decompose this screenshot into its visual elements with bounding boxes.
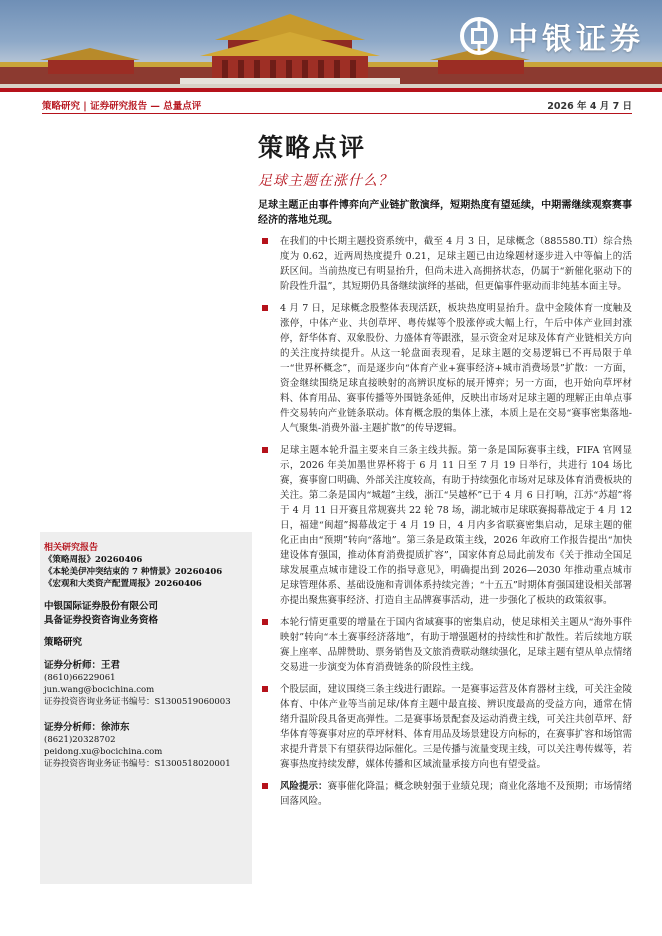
bullet-square-icon: [262, 619, 268, 625]
header-rule: [0, 88, 662, 92]
header-banner: [0, 0, 662, 92]
related-report[interactable]: 《宏观和大类资产配置周报》20260406: [44, 579, 202, 589]
analyst-cert: 证券投资咨询业务证书编号：S1300519060003: [44, 697, 231, 707]
analyst-name: 证券分析师：王君: [44, 660, 121, 671]
brand-name: 中银证券: [508, 22, 644, 57]
company-qualification: 具备证券投资咨询业务资格: [44, 615, 159, 626]
report-date: 2026 年 4 月 7 日: [547, 101, 632, 112]
bullet-square-icon: [262, 238, 268, 244]
analyst-email[interactable]: jun.wang@bocichina.com: [44, 685, 155, 695]
analyst-phone: (8610)66229061: [44, 673, 116, 683]
department: 策略研究: [44, 637, 83, 648]
key-point: 足球主题本轮升温主要来自三条主线共振。第一条是国际赛事主线，FIFA 官网显示，2026 年美加墨世界杯将于 6 月 11 日至 7 月 19 日举行，共进行 104 场比赛，赛事窗口明确、外部关注度较高，有助于持续强化市场对足球及体育消费板块的关注。第二条是国内“城超”主线，浙江“吴越杯”已于 4 月 6 日打响，江苏“苏超”将于 4 月 11 日开赛且常规赛共 22 轮 78 场，湖北城市足球联赛揭幕战定于 4 月 12 日，福建“闽超”揭幕战定于 4 月 19 日，4 月内多省联赛密集启动，足球主题的催化正由由“预期”转向“落地”。第三条是政策主线，2026 年政府工作报告提出“加快建设体育强国，推动体育消费提质扩容”，国家体育总局此前发布《关于推动全国足球发展重点城市建设工作的指导意见》，明确提出到 2026—2030 年推动重点城市足球管理体系、基础设施和青训体系持续完善；“十五五”时期体育强国建设相关部署亦提出聚焦赛事经济、打造自主品牌赛事活动，进一步强化了板块的政策叙事。: [258, 443, 632, 608]
summary-text: 足球主题正由事件博弈向产业链扩散演绎，短期热度有望延续，中期需继续观察赛事经济的落地兑现。: [258, 200, 632, 226]
related-report[interactable]: 《策略周报》20260406: [44, 555, 143, 565]
bullet-square-icon: [262, 783, 268, 789]
key-point: 在我们的中长期主题投资系统中，截至 4 月 3 日，足球概念（885580.TI）综合热度为 0.62，近两周热度提升 0.21，足球主题已由边缘题材逐步进入中等偏上的活跃区间。当前热度已有明显抬升，但尚未进入高拥挤状态，仍属于“新催化驱动下的阶段性升温”，其短期仍具备继续演绎的基础，但更偏事件驱动而非纯基本面主导。: [258, 234, 632, 294]
boc-logo-icon: [460, 17, 498, 55]
sidebar: [40, 532, 252, 884]
key-point: 本轮行情更重要的增量在于国内省域赛事的密集启动，使足球相关主题从“海外事件映射”转向“本土赛事经济落地”，有助于增强题材的持续性和扩散性。若后续地方联赛上座率、品牌赞助、票务销售及文旅消费联动继续强化，足球主题有望从单点情绪交易进一步演变为体育消费链条的阶段性主线。: [258, 615, 632, 675]
report-meta: [42, 96, 632, 112]
key-point: 个股层面，建议围绕三条主线进行跟踪。一是赛事运营及体育器材主线，可关注金陵体育、中体产业等当前足球/体育主题中最直接、辨识度最高的受益方向，通常在情绪升温阶段具备更高弹性。二是赛事场景配套及运动消费主线，可关注共创草坪、舒华体育等赛事对应的草坪材料、体育用品及场景建设方向标的，在赛事扩容和场馆需求提升背景下有望获得边际催化。三是传播与流量变现主线，可以关注粤传媒等，若赛事热度持续发酵，媒体传播和区域流量承接方向也有望受益。: [258, 682, 632, 772]
analyst-phone: (8621)20328702: [44, 735, 116, 745]
bullet-square-icon: [262, 305, 268, 311]
analyst-name: 证券分析师：徐沛东: [44, 722, 130, 733]
report-title: 策略点评: [258, 133, 367, 162]
report-subtitle: 足球主题在涨什么？: [258, 173, 393, 189]
related-report[interactable]: 《本轮美伊冲突结束的 7 种情景》20260406: [44, 567, 223, 577]
risk-warning: 风险提示：赛事催化降温；概念映射强于业绩兑现；商业化落地不及预期；市场情绪回落风险。: [258, 779, 632, 809]
bullet-square-icon: [262, 447, 268, 453]
related-reports-heading: 相关研究报告: [44, 543, 99, 553]
report-category: 策略研究 | 证券研究报告 — 总量点评: [42, 101, 202, 112]
company-name: 中银国际证券股份有限公司: [44, 601, 159, 612]
analyst-cert: 证券投资咨询业务证书编号：S1300518020001: [44, 759, 231, 769]
bullet-square-icon: [262, 686, 268, 692]
key-point: 4 月 7 日，足球概念股整体表现活跃，板块热度明显抬升。盘中金陵体育一度触及涨停，中体产业、共创草坪、粤传媒等个股涨停或大幅上行，午后中体产业回封涨停，舒华体育、双象股份、力盛体育等跟涨，显示资金对足球及体育产业链相关方向的关注度持续提升。从这一轮盘面表现看，足球主题的交易逻辑已不再局限于单一“世界杯概念”，而是逐步向“体育产业+赛事经济+城市消费场景”扩散：一方面，资金继续围绕足球直接映射的高辨识度标的展开博弈；另一方面，也开始向草坪材料、体育用品、赛事传播等外围链条延伸，反映出市场对足球主题的理解正由单点事件交易转向产业链条联动。体育概念股的集体上涨，本质上是在交易“赛事密集落地-人气聚集-消费外溢-主题扩散”的传导逻辑。: [258, 301, 632, 436]
key-points: [258, 234, 632, 816]
analyst-email[interactable]: peidong.xu@bocichina.com: [44, 747, 163, 757]
brand-logo: [460, 14, 644, 58]
meta-divider: [42, 113, 632, 114]
